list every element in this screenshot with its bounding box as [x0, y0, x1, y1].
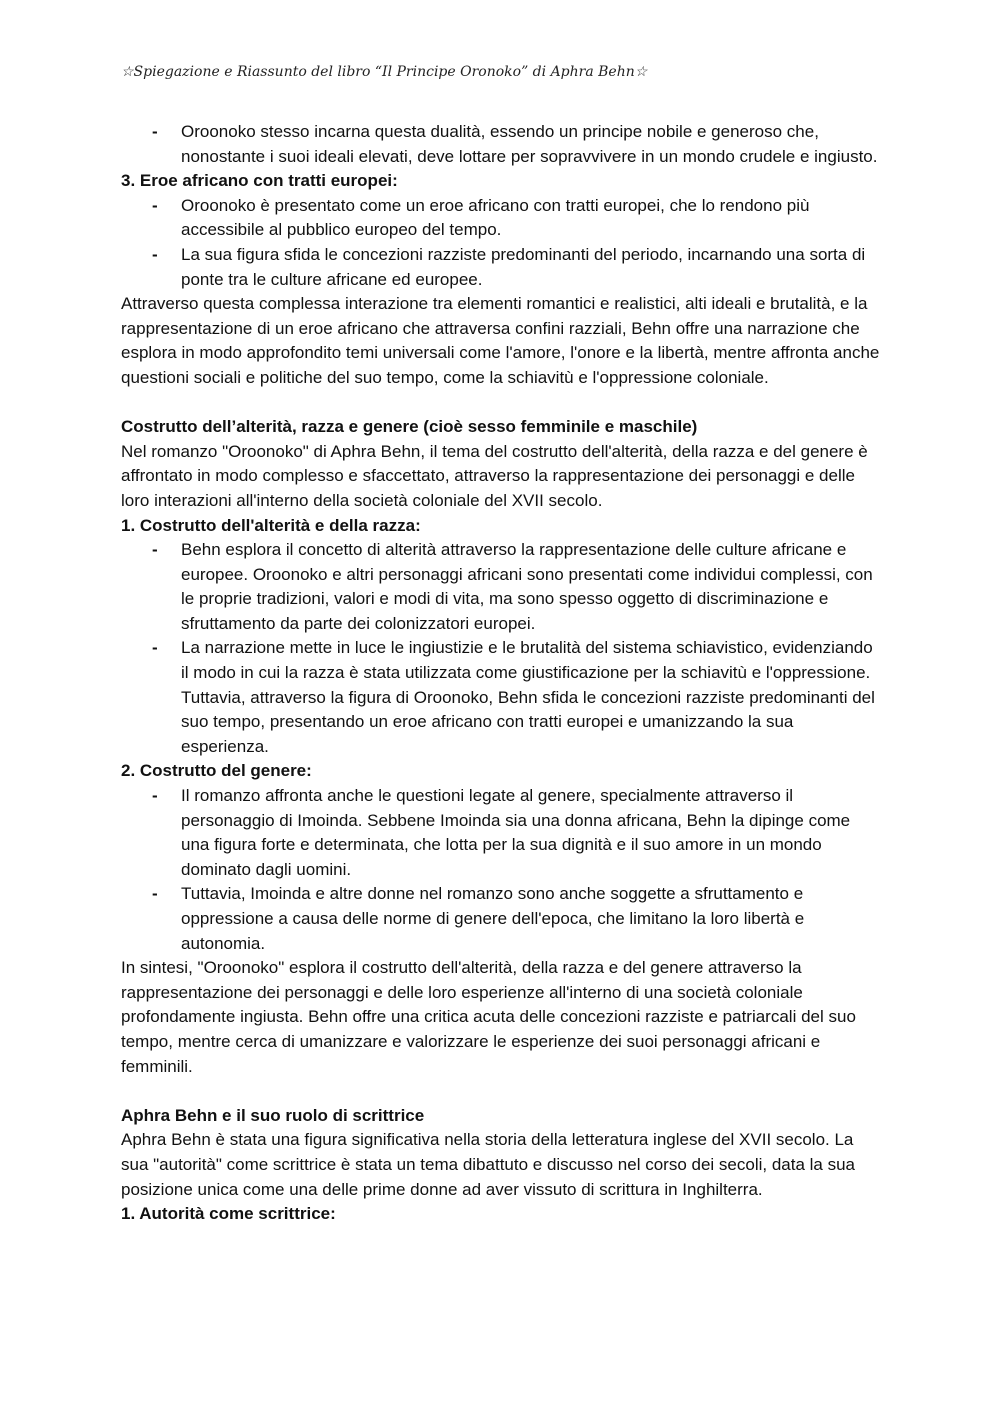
alterita-intro-paragraph: Nel romanzo "Oroonoko" di Aphra Behn, il tema del costrutto dell'alterità, della razza e del genere è affrontato in modo complesso e sfaccettato, attraverso la rappresentazione dei personaggi e delle loro interazioni all'interno della società coloniale del XVII secolo. [121, 441, 868, 510]
bullet-dash: - [152, 884, 158, 904]
behn-intro-paragraph: Aphra Behn è stata una figura significativa nella storia della letteratura inglese del XVII secolo. La sua "autorità" come scrittrice è stata un tema dibattuto e discusso nel corso dei secoli, data la sua posizione unica come una delle prime donne ad aver vissuto di scrittura in Inghilterra. [121, 1130, 856, 1199]
bullet-dash: - [152, 244, 158, 264]
list-item [121, 243, 881, 292]
list-item [121, 538, 881, 636]
eroe-conclusion-paragraph: Attraverso questa complessa interazione tra elementi romantici e realistici, alti ideali e brutalità, e la rappresentazione di un eroe africano che attraversa confini razziali, Behn offre una narrazione che esplora in modo approfondito temi universali come l'amore, l'onore e la libertà, mentre affronta anche questioni sociali e politiche del suo tempo, come la schiavitù e l'oppressione coloniale. [121, 294, 880, 387]
subheading-alterita-razza: 1. Costrutto dell'alterità e della razza: [121, 515, 421, 535]
paragraph-gap [121, 391, 881, 416]
genere-bullet-list [121, 784, 881, 956]
subheading-autorita: 1. Autorità come scrittrice: [121, 1204, 336, 1224]
paragraph-gap [121, 1079, 881, 1104]
document-body [121, 120, 881, 1227]
subheading-genere: 2. Costrutto del genere: [121, 761, 312, 781]
list-item [121, 120, 881, 169]
list-item [121, 784, 881, 882]
alterita-summary-paragraph: In sintesi, "Oroonoko" esplora il costrutto dell'alterità, della razza e del genere attraverso la rappresentazione dei personaggi e delle loro esperienze all'interno di una società coloniale profondamente ingiusta. Behn offre una critica acuta delle concezioni razziste e patriarcali del suo tempo, mentre cerca di umanizzare e valorizzare le esperienze dei suoi personaggi africani e femminili. [121, 958, 856, 1076]
bullet-dash: - [152, 786, 158, 806]
bullet-text: Oroonoko è presentato come un eroe africano con tratti europei, che lo rendono più accessibile al pubblico europeo del tempo. [181, 195, 810, 240]
bullet-dash: - [152, 195, 158, 215]
alterita-razza-bullet-list [121, 538, 881, 759]
eroe-bullet-list [121, 194, 881, 292]
bullet-text: La narrazione mette in luce le ingiustizie e le brutalità del sistema schiavistico, evidenziando il modo in cui la razza è stata utilizzata come giustificazione per la schiavitù e l'oppressione. Tuttavia, attraverso la figura di Oroonoko, Behn sfida le concezioni razziste predominanti del suo tempo, presentando un eroe africano con tratti europei e umanizzando la sua esperienza. [181, 638, 875, 756]
bullet-dash: - [152, 540, 158, 560]
list-item [121, 636, 881, 759]
bullet-text: Oroonoko stesso incarna questa dualità, essendo un principe nobile e generoso che, nonostante i suoi ideali elevati, deve lottare per sopravvivere in un mondo crudele e ingiusto. [181, 122, 878, 166]
list-item [121, 194, 881, 243]
page-header-title: ☆Spiegazione e Riassunto del libro “Il Principe Oronoko” di Aphra Behn☆ [121, 64, 648, 80]
section-title-aphra-behn: Aphra Behn e il suo ruolo di scrittrice [121, 1105, 425, 1125]
list-item [121, 882, 881, 956]
bullet-dash: - [152, 638, 158, 658]
bullet-text: Tuttavia, Imoinda e altre donne nel romanzo sono anche soggette a sfruttamento e oppressione a causa delle norme di genere dell'epoca, che limitano la loro libertà e autonomia. [181, 884, 805, 953]
bullet-dash: - [152, 122, 158, 141]
bullet-text: Behn esplora il concetto di alterità attraverso la rappresentazione delle culture africane e europee. Oroonoko e altri personaggi africani sono presentati come individui complessi, con le proprie tradizioni, valori e modi di vita, ma sono spesso oggetto di discriminazione e sfruttamento da parte dei colonizzatori europei. [181, 540, 873, 633]
bullet-text: Il romanzo affronta anche le questioni legate al genere, specialmente attraverso il personaggio di Imoinda. Sebbene Imoinda sia una donna africana, Behn la dipinge come una figura forte e determinata, che lotta per la sua dignità e il suo amore in un mondo dominato dagli uomini. [181, 786, 851, 879]
bullet-text: La sua figura sfida le concezioni razziste predominanti del periodo, incarnando una sorta di ponte tra le culture africane ed europee. [181, 244, 866, 289]
section-title-alterita: Costrutto dell’alterità, razza e genere (cioè sesso femminile e maschile) [121, 417, 698, 437]
intro-bullet-list [121, 120, 881, 169]
section-heading-eroe-africano: 3. Eroe africano con tratti europei: [121, 171, 398, 191]
